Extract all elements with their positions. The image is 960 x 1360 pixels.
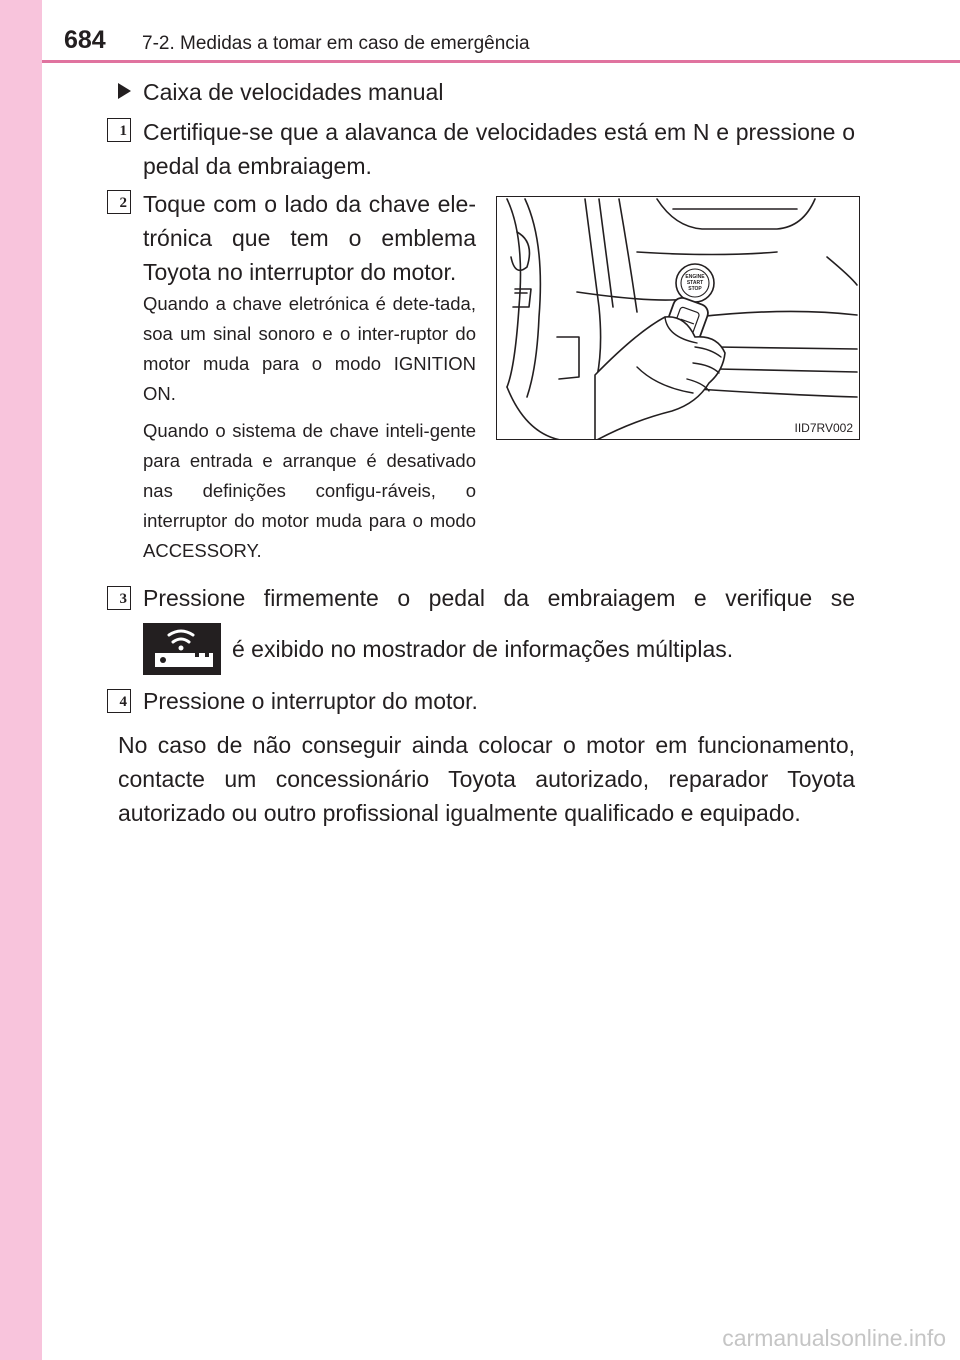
key-warning-icon: [143, 623, 221, 675]
header-divider: [42, 60, 960, 63]
watermark: carmanualsonline.info: [722, 1325, 946, 1351]
engine-button-line-2: START: [686, 280, 704, 286]
step-number-2: 2: [107, 190, 131, 214]
subheading-text: Caixa de velocidades manual: [143, 79, 444, 105]
engine-button-line-3: STOP: [688, 286, 702, 292]
section-title: 7-2. Medidas a tomar em caso de emergência: [142, 33, 530, 54]
step-3-tail-text: é exibido no mostrador de informações múltiplas.: [232, 636, 734, 662]
step-number-3: 3: [107, 586, 131, 610]
step-4-text: Pressione o interruptor do motor.: [143, 688, 478, 714]
step-3-text: Pressione firmemente o pedal da embraiagem e verifique se: [143, 585, 855, 611]
step-number-4: 4: [107, 689, 131, 713]
closing-paragraph: No caso de não conseguir ainda colocar o motor em funcionamento, contacte um concessionário Toyota autorizado, reparador Toyota autorizado ou outro profissional igualmente qualificado e equipado.: [118, 732, 855, 826]
key-touch-illustration: [497, 197, 860, 440]
engine-switch-illustration: [496, 196, 860, 440]
step-2-text: Toque com o lado da chave ele-trónica que tem o emblema Toyota no interruptor do motor.: [143, 191, 476, 285]
step-number-1: 1: [107, 118, 131, 142]
engine-button-line-1: ENGINE: [685, 274, 705, 280]
triangle-bullet-icon: [118, 83, 131, 99]
page-number: 684: [64, 26, 106, 54]
subheading: [118, 79, 443, 106]
step-1-text: Certifique-se que a alavanca de velocidades está em N e pressione o pedal da embraiagem.: [143, 119, 855, 179]
figure-code: IID7RV002: [794, 421, 853, 435]
step-2-note-1: Quando a chave eletrónica é dete-tada, soa um sinal sonoro e o inter-ruptor do motor muda para o modo IGNITION ON.: [143, 293, 476, 404]
step-2-note-2: Quando o sistema de chave inteli-gente para entrada e arranque é desativado nas definições configu-ráveis, o interruptor do motor muda para o modo ACCESSORY.: [143, 420, 476, 561]
side-color-band: [0, 0, 42, 1360]
